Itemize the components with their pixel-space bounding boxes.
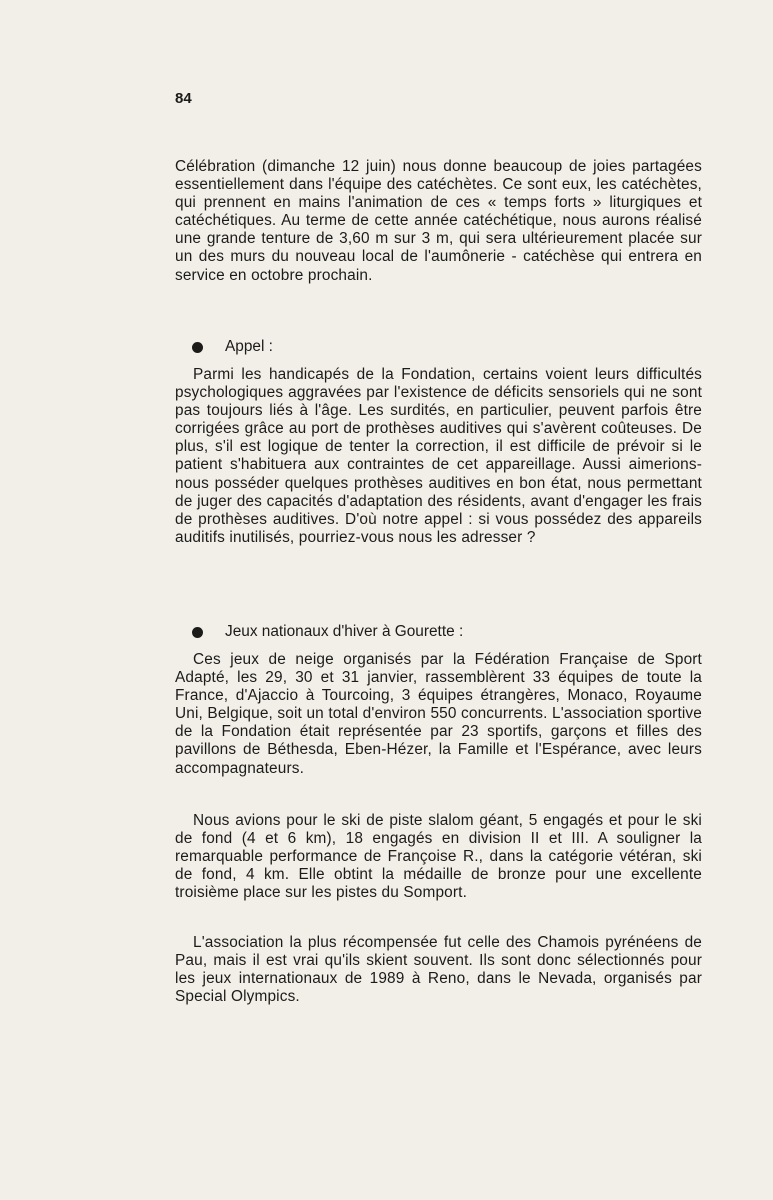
jeux-paragraph-3: L'association la plus récompensée fut celle des Chamois pyrénéens de Pau, mais il est vrai qu'ils skient souvent. Ils sont donc sélectionnés pour les jeux internationaux de 1989 à Reno, dans le Nevada, organisés par Special Olympics. [175, 934, 702, 1006]
jeux-paragraph-1: Ces jeux de neige organisés par la Fédération Française de Sport Adapté, les 29, 30 et 31 janvier, rassemblèrent 33 équipes de toute la France, d'Ajaccio à Tourcoing, 3 équipes étrangères, Monaco, Royaume Uni, Belgique, soit un total d'environ 550 concurrents. L'association sportive de la Fondation était représentée par 23 sportifs, garçons et filles des pavillons de Béthesda, Eben-Hézer, la Famille et l'Espérance, avec leurs accompagnateurs. [175, 651, 702, 777]
jeux-paragraph-2: Nous avions pour le ski de piste slalom géant, 5 engagés et pour le ski de fond (4 et 6 km), 18 engagés en division II et III. A souligner la remarquable performance de Françoise R., dans la catégorie vétéran, ski de fond, 4 km. Elle obtint la médaille de bronze pour une excellente troisième place sur les pistes du Somport. [175, 812, 702, 902]
section-heading-appel [192, 338, 273, 356]
bullet-icon [192, 342, 203, 353]
heading-label: Jeux nationaux d'hiver à Gourette : [225, 623, 464, 640]
page-number: 84 [175, 90, 192, 107]
section-heading-jeux [192, 623, 463, 641]
heading-label: Appel : [225, 338, 273, 355]
bullet-icon [192, 627, 203, 638]
intro-paragraph: Célébration (dimanche 12 juin) nous donne beaucoup de joies partagées essentiellement dans l'équipe des catéchètes. Ce sont eux, les catéchètes, qui prennent en mains l'animation de ces « temps forts » liturgiques et catéchétiques. Au terme de cette année catéchétique, nous aurons réalisé une grande tenture de 3,60 m sur 3 m, qui sera ultérieurement placée sur un des murs du nouveau local de l'aumônerie - catéchèse qui entrera en service en octobre prochain. [175, 158, 702, 284]
appel-paragraph: Parmi les handicapés de la Fondation, certains voient leurs difficultés psychologiques aggravées par l'existence de déficits sensoriels qui ne sont pas toujours liés à l'âge. Les surdités, en particulier, peuvent parfois être corrigées grâce au port de prothèses auditives qui s'avèrent coûteuses. De plus, s'il est logique de tenter la correction, il est difficile de prévoir si le patient s'habituera aux contraintes de cet appareillage. Aussi aimerions-nous posséder quelques prothèses auditives en bon état, nous permettant de juger des capacités d'adaptation des résidents, avant d'engager les frais de prothèses auditives. D'où notre appel : si vous possédez des appareils auditifs inutilisés, pourriez-vous nous les adresser ? [175, 366, 702, 546]
